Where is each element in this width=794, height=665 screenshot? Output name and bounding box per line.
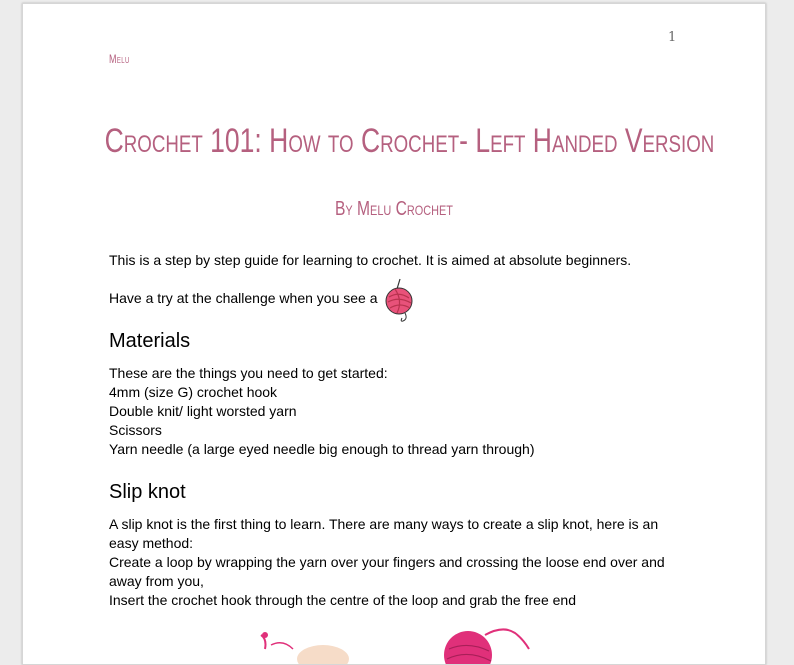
document-subtitle: By Melu Crochet [335,198,453,220]
document-title: Crochet 101: How to Crochet- Left Handed Version [104,122,715,160]
slip-knot-line-5: Insert the crochet hook through the centre of the loop and grab the free end [109,592,576,608]
slip-knot-illustration [23,619,765,665]
intro-line-2: Have a try at the challenge when you see a [109,290,378,306]
slip-knot-line-1: A slip knot is the first thing to learn. There are many ways to create a slip knot, here is an [109,516,659,532]
materials-line-4: Scissors [109,422,162,438]
materials-line-1: These are the things you need to get started: [109,365,388,381]
slip-knot-heading: Slip knot [109,481,186,503]
materials-line-3: Double knit/ light worsted yarn [109,403,297,419]
document-page [22,3,766,665]
slip-knot-line-3: Create a loop by wrapping the yarn over your fingers and crossing the loose end over and [109,554,665,570]
yarn-ball-icon [383,277,413,323]
slip-knot-line-2: easy method: [109,535,194,551]
page-number: 1 [668,30,677,45]
slip-knot-line-4: away from you, [109,573,204,589]
intro-line-1: This is a step by step guide for learning to crochet. It is aimed at absolute beginners. [109,252,632,268]
materials-line-2: 4mm (size G) crochet hook [109,384,278,400]
materials-heading: Materials [109,330,191,352]
materials-line-5: Yarn needle (a large eyed needle big enough to thread yarn through) [109,441,535,457]
header-brand: Melu [109,52,130,66]
